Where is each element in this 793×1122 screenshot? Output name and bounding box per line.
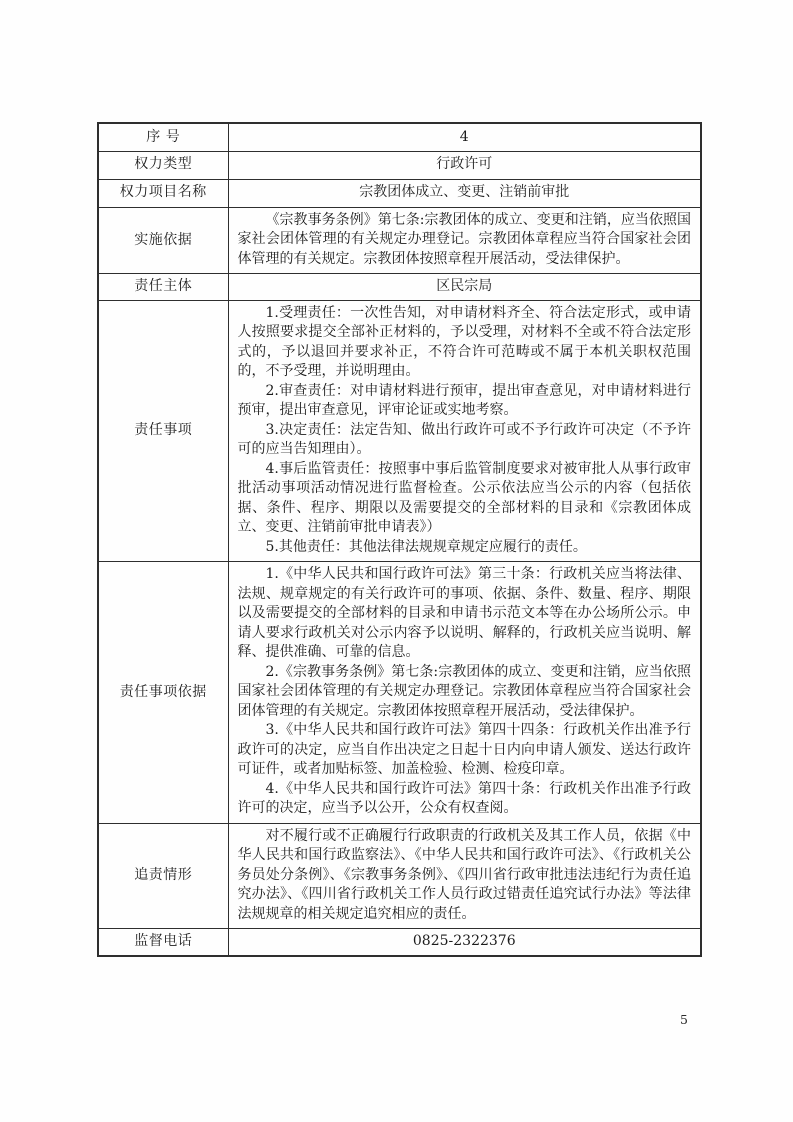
paragraph: 4.《中华人民共和国行政许可法》第四十条：行政机关作出准予行政许可的决定，应当予以公开，公众有权查阅。 (237, 780, 691, 816)
table-row-supervision-phone (98, 929, 701, 956)
row-label-responsibility-basis: 责任事项依据 (98, 562, 228, 824)
paragraph: 1.受理责任：一次性告知，对申请材料齐全、符合法定形式，或申请人按照要求提交全部补正材料的，予以受理，对材料不全或不符合法定形式的，予以退回并要求补正，不符合许可范畴或不属于本机关职权范围的，不予受理，并说明理由。 (237, 304, 691, 379)
row-label-responsibility-matters: 责任事项 (98, 300, 228, 562)
paragraph: 2.《宗教事务条例》第七条:宗教团体的成立、变更和注销，应当依照国家社会团体管理的有关规定办理登记。宗教团体章程应当符合国家社会团体管理的有关规定。宗教团体按照章程开展活动，受法律保护。 (237, 663, 691, 719)
paragraph: 《宗教事务条例》第七条:宗教团体的成立、变更和注销，应当依照国家社会团体管理的有关规定办理登记。宗教团体章程应当符合国家社会团体管理的有关规定。宗教团体按照章程开展活动，受法律保护。 (237, 211, 691, 267)
paragraph: 5.其他责任：其他法律法规规章规定应履行的责任。 (265, 538, 587, 555)
row-value-power-item-name: 宗教团体成立、变更、注销前审批 (228, 179, 701, 207)
row-value-accountability (228, 823, 701, 929)
table-row-implementation-basis (98, 207, 701, 274)
row-label-responsible-entity: 责任主体 (98, 274, 228, 301)
row-label-accountability: 追责情形 (98, 823, 228, 929)
table-row-power-type (98, 151, 701, 179)
row-value-responsibility-basis (228, 562, 701, 824)
page-number: 5 (680, 1012, 688, 1027)
table-row-accountability (98, 823, 701, 929)
row-label-supervision-phone: 监督电话 (98, 929, 228, 956)
table-row-responsibility-basis (98, 562, 701, 824)
row-value-implementation-basis (228, 207, 701, 274)
row-label-power-type: 权力类型 (98, 151, 228, 179)
paragraph: 3.决定责任：法定告知、做出行政许可或不予行政许可决定（不予许可的应当告知理由）。 (237, 421, 691, 457)
row-value-serial-number: 4 (228, 123, 701, 151)
table-row-responsible-entity (98, 274, 701, 301)
responsibility-table (97, 122, 702, 957)
paragraph: 3.《中华人民共和国行政许可法》第四十四条：行政机关作出准予行政许可的决定，应当自作出决定之日起十日内向申请人颁发、送达行政许可证件，或者加贴标签、加盖检验、检测、检疫印章。 (237, 722, 691, 777)
row-value-responsible-entity: 区民宗局 (228, 274, 701, 301)
paragraph: 2.审查责任：对申请材料进行预审，提出审查意见，对申请材料进行预审，提出审查意见，评审论证或实地考察。 (237, 382, 691, 418)
paragraph: 对不履行或不正确履行行政职责的行政机关及其工作人员，依据《中华人民共和国行政监察法》、《中华人民共和国行政许可法》、《行政机关公务员处分条例》、《宗教事务条例》、《四川省行政审批违法违纪行为责任追究办法》、《四川省行政机关工作人员行政过错责任追究试行办法》等法律法规规章的相关规定追究相应的责任。 (237, 827, 691, 922)
table-row-power-item-name (98, 179, 701, 207)
row-label-implementation-basis: 实施依据 (98, 207, 228, 274)
row-label-power-item-name: 权力项目名称 (98, 179, 228, 207)
row-value-supervision-phone: 0825-2322376 (228, 929, 701, 956)
paragraph: 4.事后监管责任：按照事中事后监管制度要求对被审批人从事行政审批活动事项活动情况进行监督检查。公示依法应当公示的内容（包括依据、条件、程序、期限以及需要提交的全部材料的目录和《宗教团体成立、变更、注销前审批申请表》） (237, 460, 691, 535)
row-value-power-type: 行政许可 (228, 151, 701, 179)
table-row-serial-number (98, 123, 701, 151)
row-label-serial-number: 序 号 (98, 123, 228, 151)
table-row-responsibility-matters (98, 300, 701, 562)
paragraph: 1.《中华人民共和国行政许可法》第三十条：行政机关应当将法律、法规、规章规定的有关行政许可的事项、依据、条件、数量、程序、期限以及需要提交的全部材料的目录和申请书示范文本等在办公场所公示。申请人要求行政机关对公示内容予以说明、解释的，行政机关应当说明、解释、提供准确、可靠的信息。 (237, 566, 691, 660)
row-value-responsibility-matters (228, 300, 701, 562)
